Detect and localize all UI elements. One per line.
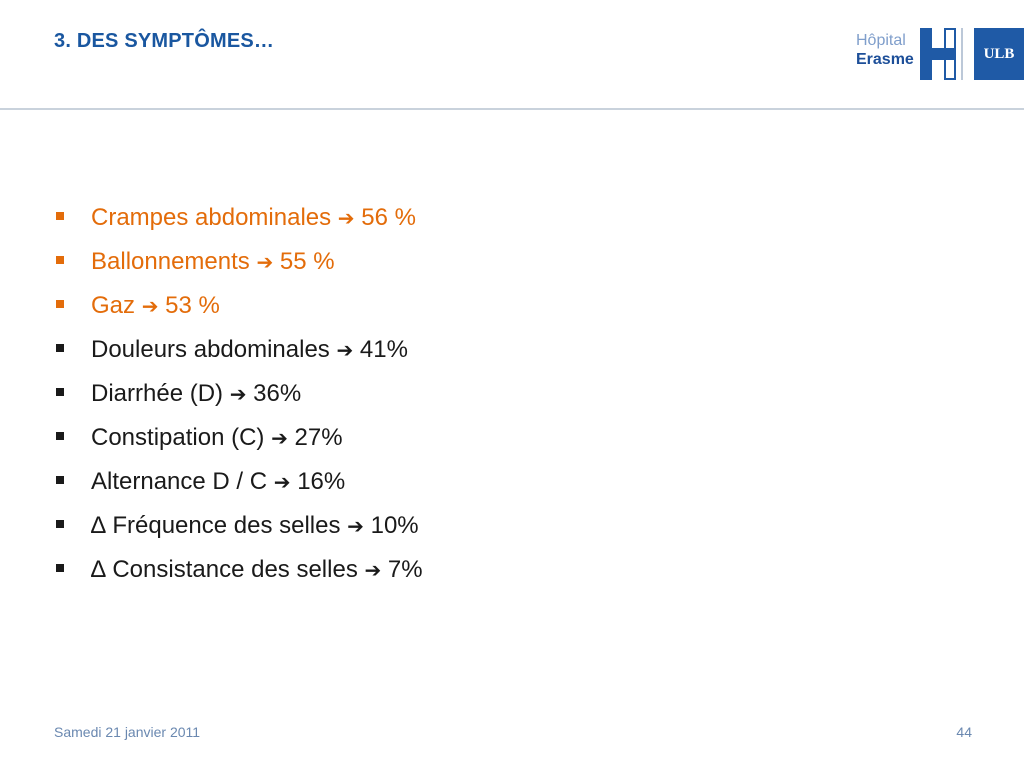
symptom-label: Gaz: [91, 292, 136, 319]
arrow-right-icon: ➔: [256, 251, 274, 274]
square-bullet-icon: [56, 432, 64, 440]
list-item: [56, 460, 423, 504]
square-bullet-icon: [56, 212, 64, 220]
arrow-right-icon: ➔: [347, 515, 364, 538]
list-item: [56, 416, 423, 460]
arrow-right-icon: ➔: [337, 207, 355, 230]
arrow-right-icon: ➔: [229, 383, 247, 406]
logo-wordmark: [856, 31, 914, 69]
symptom-percentage: 16%: [297, 468, 346, 495]
symptom-percentage: 53 %: [165, 292, 220, 319]
list-item: [56, 240, 423, 284]
symptom-label: Alternance D / C: [91, 468, 268, 495]
list-item: [56, 284, 423, 328]
square-bullet-icon: [56, 256, 64, 264]
symptom-percentage: 10%: [370, 512, 419, 539]
square-bullet-icon: [56, 564, 64, 572]
symptom-list: [56, 196, 423, 592]
logo-line-2: Erasme: [856, 51, 914, 68]
ulb-badge: ULB: [974, 28, 1024, 80]
list-item: [56, 372, 423, 416]
symptom-percentage: 27%: [294, 424, 343, 451]
symptom-percentage: 7%: [387, 556, 423, 583]
symptom-percentage: 56 %: [361, 204, 416, 231]
logo-h-icon: [920, 28, 956, 80]
square-bullet-icon: [56, 300, 64, 308]
arrow-right-icon: ➔: [273, 471, 291, 494]
arrow-right-icon: ➔: [336, 339, 354, 362]
symptom-label: ∆ Fréquence des selles: [91, 512, 341, 539]
page-number: 44: [956, 724, 972, 740]
logo-line-1: Hôpital: [856, 32, 906, 49]
symptom-percentage: 55 %: [279, 248, 335, 275]
symptom-label: Diarrhée (D): [91, 380, 224, 407]
hospital-logo: [856, 28, 1024, 82]
arrow-right-icon: ➔: [271, 427, 288, 450]
arrow-right-icon: ➔: [141, 295, 159, 318]
list-item: [56, 328, 423, 372]
logo-divider: [961, 28, 963, 80]
list-item: [56, 504, 423, 548]
square-bullet-icon: [56, 344, 64, 352]
symptom-label: ∆ Consistance des selles: [91, 556, 358, 583]
symptom-percentage: 41%: [359, 336, 408, 363]
list-item: [56, 196, 423, 240]
header-divider: [0, 108, 1024, 110]
square-bullet-icon: [56, 520, 64, 528]
square-bullet-icon: [56, 388, 64, 396]
symptom-label: Crampes abdominales: [91, 204, 332, 231]
symptom-label: Ballonnements: [91, 248, 250, 275]
symptom-label: Douleurs abdominales: [91, 336, 330, 363]
square-bullet-icon: [56, 476, 64, 484]
list-item: [56, 548, 423, 592]
slide-title: 3. DES SYMPTÔMES…: [54, 30, 275, 52]
symptom-percentage: 36%: [253, 380, 302, 407]
footer-date: Samedi 21 janvier 2011: [54, 724, 201, 740]
arrow-right-icon: ➔: [364, 559, 382, 582]
symptom-label: Constipation (C): [91, 424, 265, 451]
